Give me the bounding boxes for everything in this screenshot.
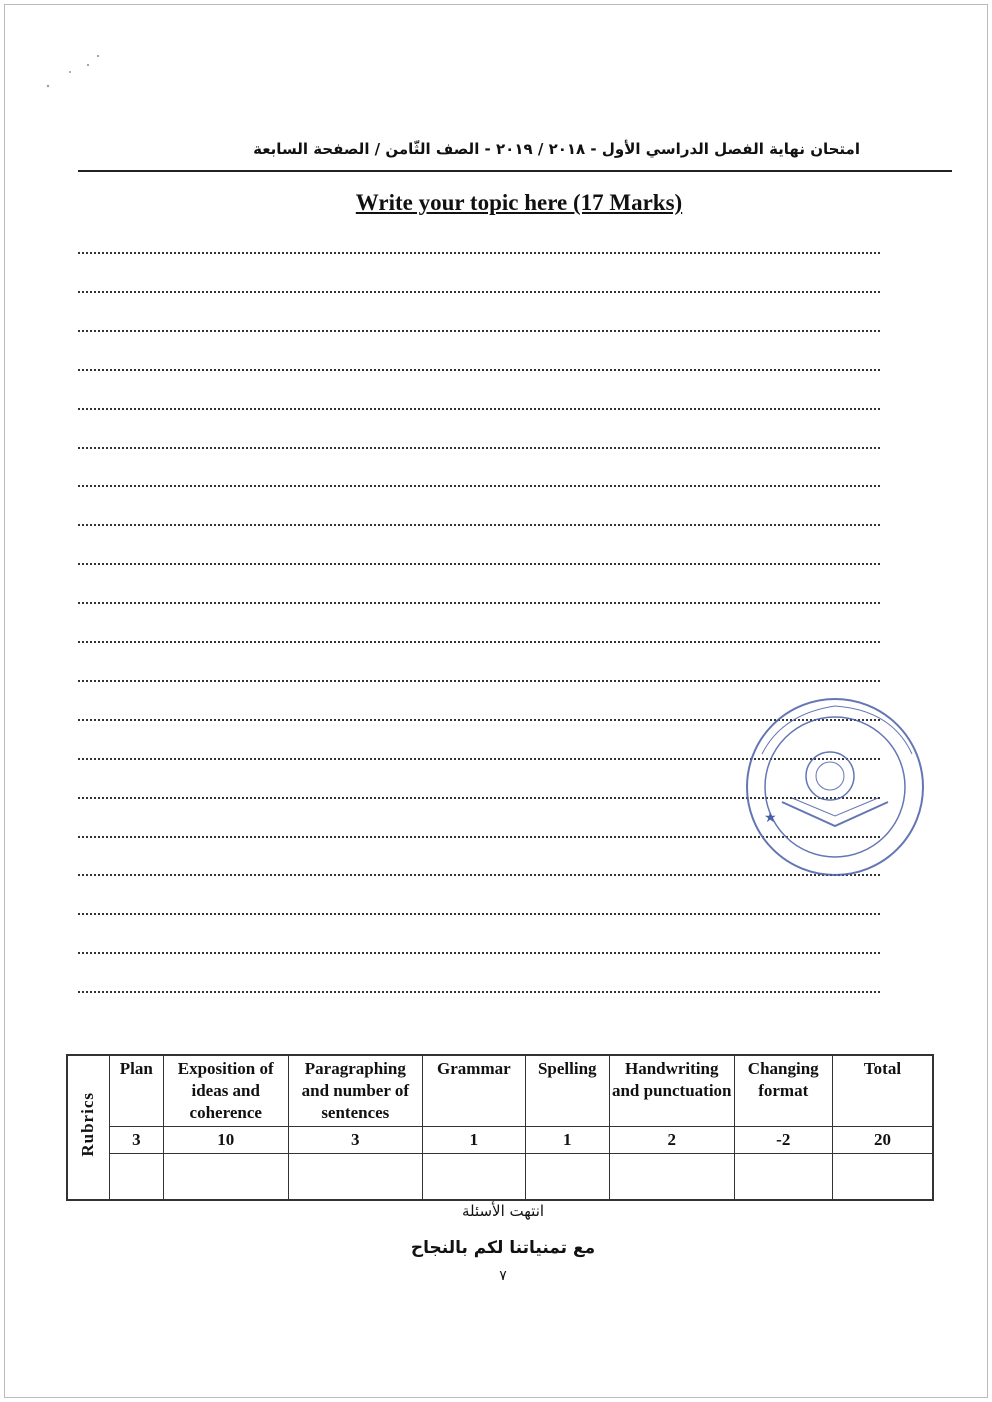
rubric-max-plan: 3 xyxy=(109,1127,163,1154)
scan-specks xyxy=(40,50,110,100)
rubric-max-total: 20 xyxy=(832,1127,933,1154)
rubric-header-plan: Plan xyxy=(109,1055,163,1127)
rubric-max-handwriting: 2 xyxy=(609,1127,734,1154)
rubric-score-plan[interactable] xyxy=(109,1154,163,1200)
writing-line[interactable] xyxy=(78,913,880,915)
writing-line[interactable] xyxy=(78,602,880,604)
rubric-score-spelling[interactable] xyxy=(525,1154,609,1200)
writing-line[interactable] xyxy=(78,680,880,682)
rubric-header-total: Total xyxy=(832,1055,933,1127)
rubric-header-exposition: Exposition of ideas and coherence xyxy=(163,1055,288,1127)
rubric-max-spelling: 1 xyxy=(525,1127,609,1154)
rubric-score-paragraphing[interactable] xyxy=(288,1154,423,1200)
rubric-score-grammar[interactable] xyxy=(423,1154,525,1200)
rubrics-side-cell xyxy=(67,1055,109,1200)
rubric-header-grammar: Grammar xyxy=(423,1055,525,1127)
rubric-header-handwriting: Handwriting and punctuation xyxy=(609,1055,734,1127)
end-of-questions: انتهت الأسئلة xyxy=(461,1202,545,1220)
rubric-table xyxy=(66,1054,934,1201)
writing-line[interactable] xyxy=(78,330,880,332)
writing-line[interactable] xyxy=(78,291,880,293)
rubric-score-exposition[interactable] xyxy=(163,1154,288,1200)
rubric-header-spelling: Spelling xyxy=(525,1055,609,1127)
page-number: ٧ xyxy=(499,1268,507,1284)
rubric-score-handwriting[interactable] xyxy=(609,1154,734,1200)
writing-line[interactable] xyxy=(78,524,880,526)
official-seal-icon xyxy=(742,694,928,880)
writing-line[interactable] xyxy=(78,563,880,565)
rubric-max-exposition: 10 xyxy=(163,1127,288,1154)
rubric-max-changing-format: -2 xyxy=(734,1127,832,1154)
rubrics-label: Rubrics xyxy=(78,1091,98,1157)
rubric-max-paragraphing: 3 xyxy=(288,1127,423,1154)
header-rule xyxy=(78,170,952,172)
page-header: امتحان نهاية الفصل الدراسي الأول - ٢٠١٨ / ٢٠١٩ - الصف الثّامن / الصفحة السابعة xyxy=(253,140,860,158)
writing-line[interactable] xyxy=(78,641,880,643)
good-luck-message: مع تمنياتنا لكم بالنجاح xyxy=(410,1238,596,1258)
writing-line[interactable] xyxy=(78,485,880,487)
writing-line[interactable] xyxy=(78,952,880,954)
rubric-header-paragraphing: Paragraphing and number of sentences xyxy=(288,1055,423,1127)
svg-text:★: ★ xyxy=(764,810,777,826)
rubric-score-changing-format[interactable] xyxy=(734,1154,832,1200)
rubric-score-total[interactable] xyxy=(832,1154,933,1200)
writing-line[interactable] xyxy=(78,369,880,371)
writing-line[interactable] xyxy=(78,991,880,993)
writing-line[interactable] xyxy=(78,408,880,410)
rubric-header-changing-format: Changing format xyxy=(734,1055,832,1127)
topic-title: Write your topic here (17 Marks) xyxy=(355,190,683,215)
rubric-max-grammar: 1 xyxy=(423,1127,525,1154)
writing-line[interactable] xyxy=(78,447,880,449)
writing-line[interactable] xyxy=(78,252,880,254)
